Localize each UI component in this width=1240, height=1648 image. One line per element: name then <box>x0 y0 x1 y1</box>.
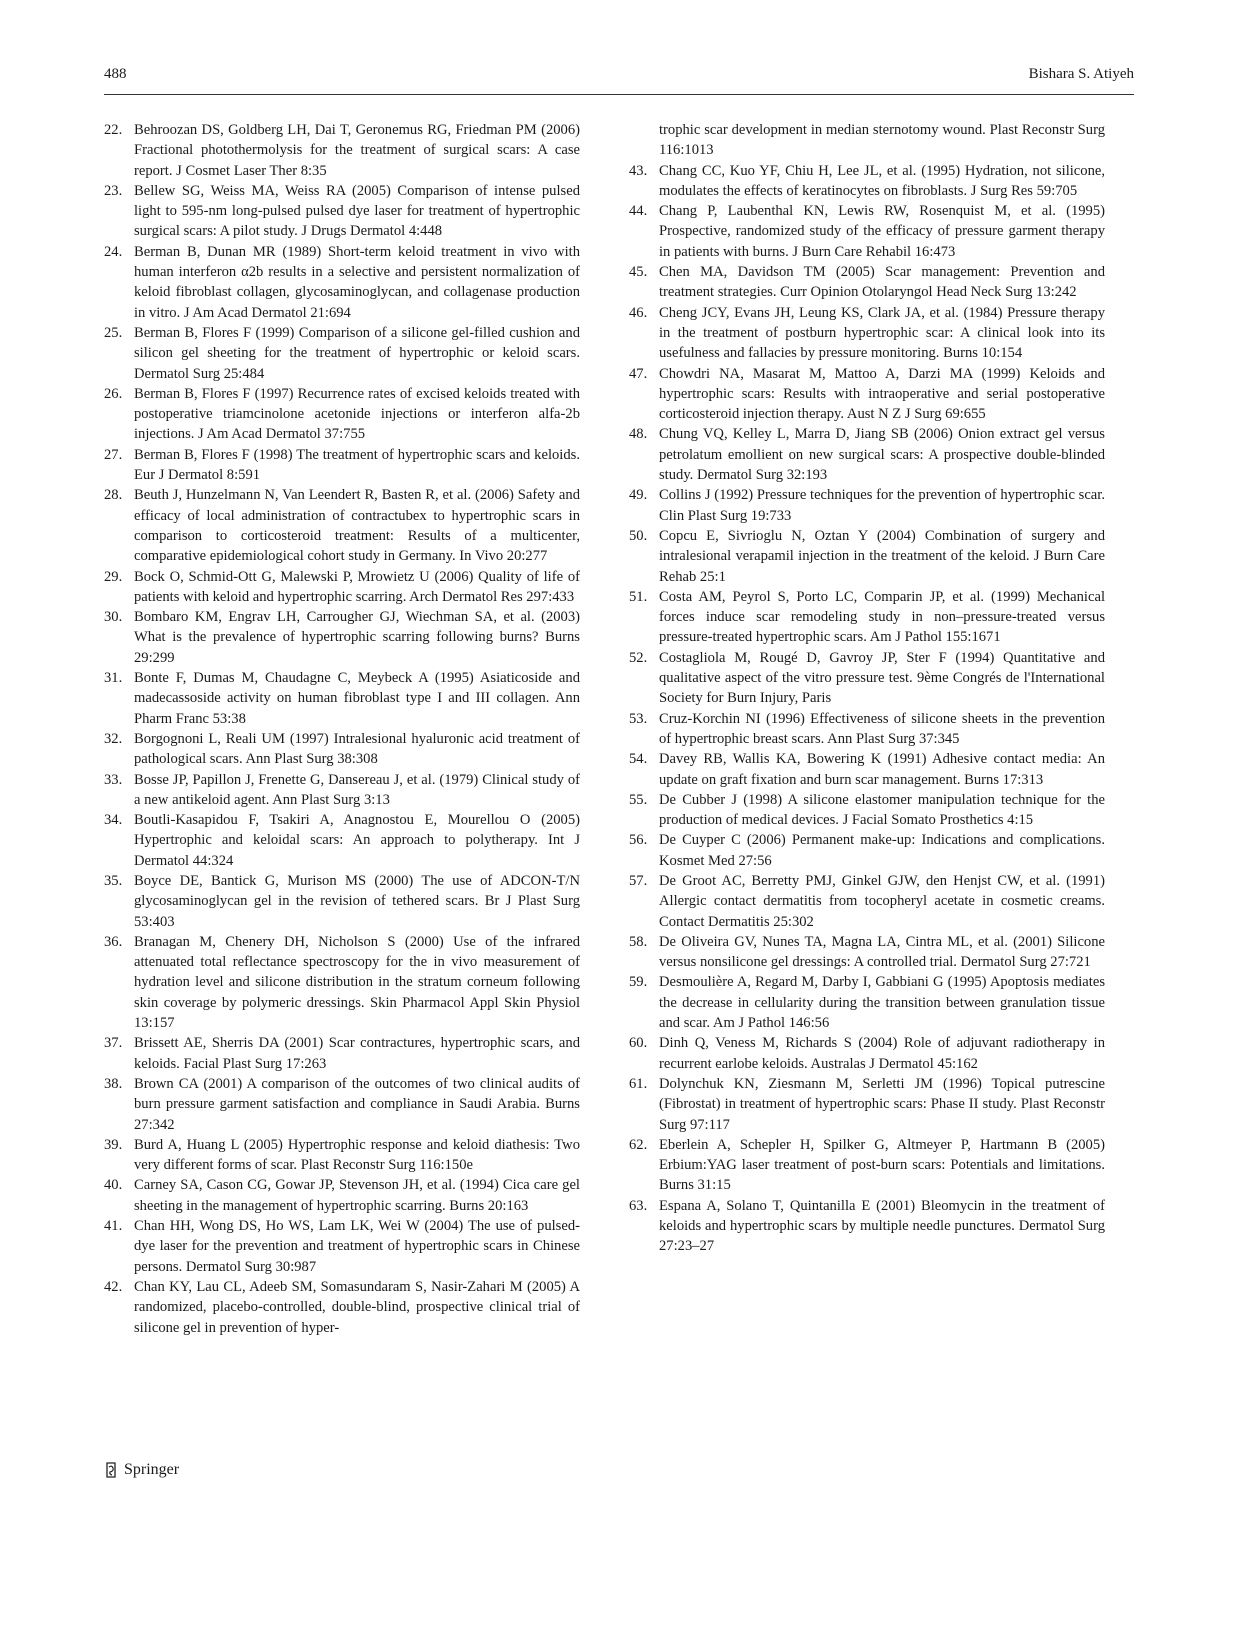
reference-text: Branagan M, Chenery DH, Nicholson S (2000) Use of the infrared attenuated total reflectance spectroscopy for the in vivo measurement of hydration level and silicone distribution in the stratum corneum following skin coverage by polymeric dressings. Skin Pharmacol Appl Skin Physiol 13:157 <box>134 933 580 1032</box>
reference-item <box>629 871 1105 932</box>
reference-number: 58. <box>629 933 648 950</box>
reference-text: Borgognoni L, Reali UM (1997) Intralesional hyaluronic acid treatment of pathological scars. Ann Plast Surg 38:308 <box>134 730 580 768</box>
reference-text: Berman B, Flores F (1998) The treatment of hypertrophic scars and keloids. Eur J Dermatol 8:591 <box>134 446 580 484</box>
reference-number: 55. <box>629 791 648 808</box>
reference-item <box>104 567 580 608</box>
reference-text: De Cubber J (1998) A silicone elastomer manipulation technique for the production of medical devices. J Facial Somato Prosthetics 4:15 <box>659 791 1105 829</box>
reference-number: 23. <box>104 182 123 199</box>
reference-item <box>629 790 1105 831</box>
reference-item <box>104 932 580 1033</box>
reference-item <box>629 709 1105 750</box>
reference-text: Costa AM, Peyrol S, Porto LC, Comparin JP, et al. (1999) Mechanical forces induce scar remodeling study in non–pressure-treated versus pressure-treated hypertrophic scars. Am J Pathol 155:1671 <box>659 588 1105 646</box>
reference-number: 48. <box>629 426 648 443</box>
reference-text: trophic scar development in median sternotomy wound. Plast Reconstr Surg 116:1013 <box>659 122 1105 159</box>
reference-item <box>104 770 580 811</box>
reference-item <box>629 1196 1105 1257</box>
reference-item <box>629 749 1105 790</box>
reference-number: 24. <box>104 243 123 260</box>
reference-item <box>104 607 580 668</box>
reference-item <box>104 485 580 566</box>
reference-text: Bosse JP, Papillon J, Frenette G, Dansereau J, et al. (1979) Clinical study of a new antikeloid agent. Ann Plast Surg 3:13 <box>134 771 580 808</box>
reference-text: Copcu E, Sivrioglu N, Oztan Y (2004) Combination of surgery and intralesional verapamil injection in the treatment of the keloid. J Burn Care Rehab 25:1 <box>659 527 1105 585</box>
reference-number: 33. <box>104 771 123 788</box>
reference-item <box>629 1033 1105 1074</box>
reference-number: 37. <box>104 1035 123 1052</box>
reference-text: Bombaro KM, Engrav LH, Carrougher GJ, Wiechman SA, et al. (2003) What is the prevalence of hypertrophic scarring following burns? Burns 29:299 <box>134 609 580 666</box>
reference-text: De Cuyper C (2006) Permanent make-up: Indications and complications. Kosmet Med 27:56 <box>659 832 1105 869</box>
reference-item <box>104 1277 580 1338</box>
reference-item <box>629 424 1105 485</box>
reference-item <box>104 871 580 932</box>
reference-number: 34. <box>104 812 123 829</box>
reference-item <box>104 181 580 242</box>
reference-text: Davey RB, Wallis KA, Bowering K (1991) Adhesive contact media: An update on graft fixation and burn scar management. Burns 17:313 <box>659 751 1105 788</box>
reference-text: De Oliveira GV, Nunes TA, Magna LA, Cintra ML, et al. (2001) Silicone versus nonsilicone gel dressings: A controlled trial. Dermatol Surg 27:721 <box>659 933 1105 971</box>
reference-text: Berman B, Flores F (1997) Recurrence rates of excised keloids treated with postoperative triamcinolone acetonide injections or interferon alfa-2b injections. J Am Acad Dermatol 37:755 <box>134 385 580 443</box>
reference-item <box>629 587 1105 648</box>
reference-number: 26. <box>104 385 123 402</box>
reference-text: Carney SA, Cason CG, Gowar JP, Stevenson JH, et al. (1994) Cica care gel sheeting in the management of hypertrophic scarring. Burns 20:163 <box>134 1177 580 1214</box>
reference-text: Chang CC, Kuo YF, Chiu H, Lee JL, et al. (1995) Hydration, not silicone, modulates the effects of keratinocytes on fibroblasts. J Surg Res 59:705 <box>659 162 1105 199</box>
reference-text: Dinh Q, Veness M, Richards S (2004) Role of adjuvant radiotherapy in recurrent earlobe keloids. Australas J Dermatol 45:162 <box>659 1035 1105 1072</box>
reference-item <box>104 242 580 323</box>
reference-text: Bock O, Schmid-Ott G, Malewski P, Mrowietz U (2006) Quality of life of patients with keloid and hypertrophic scarring. Arch Dermatol Res 297:433 <box>134 568 580 605</box>
reference-item <box>629 303 1105 364</box>
reference-item <box>104 384 580 445</box>
reference-item <box>629 648 1105 709</box>
reference-text: Boutli-Kasapidou F, Tsakiri A, Anagnostou E, Mourellou O (2005) Hypertrophic and keloidal scars: An approach to polytherapy. Int J Dermatol 44:324 <box>134 812 580 869</box>
reference-text: Berman B, Flores F (1999) Comparison of a silicone gel-filled cushion and silicon gel sheeting for the treatment of hypertrophic or keloid scars. Dermatol Surg 25:484 <box>134 324 580 382</box>
reference-number: 35. <box>104 872 123 889</box>
reference-text: Berman B, Dunan MR (1989) Short-term keloid treatment in vivo with human interferon α2b results in a selective and persistent normalization of keloid fibroblast collagen, glycosaminoglycan, and collagenase production in vitro. J Am Acad Dermatol 21:694 <box>134 243 580 321</box>
reference-number: 54. <box>629 751 648 768</box>
reference-number: 56. <box>629 832 648 849</box>
reference-item <box>104 729 580 770</box>
reference-text: Dolynchuk KN, Ziesmann M, Serletti JM (1996) Topical putrescine (Fibrostat) in treatment of hypertrophic scars: Phase II study. Plast Reconstr Surg 97:117 <box>659 1075 1105 1133</box>
reference-text: Beuth J, Hunzelmann N, Van Leendert R, Basten R, et al. (2006) Safety and efficacy of local administration of contractubex to hypertrophic scars in comparison to corticosteroid treatment: Results of a multicenter, comparative epidemiological cohort study in Germany. In Vivo 20:277 <box>134 487 580 565</box>
reference-text: Cruz-Korchin NI (1996) Effectiveness of silicone sheets in the prevention of hypertrophic breast scars. Ann Plast Surg 37:345 <box>659 710 1105 747</box>
reference-text: Behroozan DS, Goldberg LH, Dai T, Geronemus RG, Friedman PM (2006) Fractional photothermolysis for the treatment of surgical scars: A case report. J Cosmet Laser Ther 8:35 <box>134 122 580 179</box>
page-number: 488 <box>104 66 127 82</box>
reference-item <box>629 932 1105 973</box>
reference-item <box>104 323 580 384</box>
reference-number: 51. <box>629 588 648 605</box>
reference-text: Desmoulière A, Regard M, Darby I, Gabbiani G (1995) Apoptosis mediates the decrease in cellularity during the transition between granulation tissue and scar. Am J Pathol 146:56 <box>659 974 1105 1032</box>
reference-text: Bonte F, Dumas M, Chaudagne C, Meybeck A (1995) Asiaticoside and madecassoside activity on human fibroblast type I and III collagen. Ann Pharm Franc 53:38 <box>134 670 580 727</box>
reference-number: 39. <box>104 1136 123 1153</box>
reference-item <box>104 445 580 486</box>
reference-item <box>629 485 1105 526</box>
reference-number: 32. <box>104 730 123 747</box>
reference-number: 47. <box>629 365 648 382</box>
reference-text: Burd A, Huang L (2005) Hypertrophic response and keloid diathesis: Two very different forms of scar. Plast Reconstr Surg 116:150e <box>134 1136 580 1174</box>
reference-number: 29. <box>104 568 123 585</box>
reference-text: Eberlein A, Schepler H, Spilker G, Altmeyer P, Hartmann B (2005) Erbium:YAG laser treatment of post-burn scars: Potentials and limitations. Burns 31:15 <box>659 1136 1105 1194</box>
reference-number: 30. <box>104 609 123 626</box>
reference-number: 50. <box>629 527 648 544</box>
reference-text: Chung VQ, Kelley L, Marra D, Jiang SB (2006) Onion extract gel versus petrolatum emollient on new surgical scars: A prospective double-blinded study. Dermatol Surg 32:193 <box>659 426 1105 484</box>
reference-item <box>629 201 1105 262</box>
reference-text: De Groot AC, Berretty PMJ, Ginkel GJW, den Henjst CW, et al. (1991) Allergic contact dermatitis from tocopheryl acetate in cosmetic creams. Contact Dermatitis 25:302 <box>659 872 1105 930</box>
reference-item <box>104 1175 580 1216</box>
reference-text: Costagliola M, Rougé D, Gavroy JP, Ster F (1994) Quantitative and qualitative aspect of the vitro pressure test. 9ème Congrés de l'International Society for Burn Injury, Paris <box>659 649 1105 707</box>
reference-item <box>104 1074 580 1135</box>
reference-number: 42. <box>104 1278 123 1295</box>
reference-text: Chang P, Laubenthal KN, Lewis RW, Rosenquist M, et al. (1995) Prospective, randomized study of the efficacy of pressure garment therapy in patients with burns. J Burn Care Rehabil 16:473 <box>659 203 1105 260</box>
reference-item <box>629 830 1105 871</box>
reference-text: Chan KY, Lau CL, Adeeb SM, Somasundaram S, Nasir-Zahari M (2005) A randomized, placebo-controlled, double-blind, prospective clinical trial of silicone gel in prevention of hyper- <box>134 1278 580 1336</box>
reference-number: 49. <box>629 487 648 504</box>
reference-number: 52. <box>629 649 648 666</box>
reference-number: 57. <box>629 872 648 889</box>
reference-item <box>629 526 1105 587</box>
reference-continuation <box>629 120 1105 161</box>
page-footer <box>104 1461 179 1479</box>
reference-text: Chen MA, Davidson TM (2005) Scar management: Prevention and treatment strategies. Curr Opinion Otolaryngol Head Neck Surg 13:242 <box>659 264 1105 301</box>
reference-number: 44. <box>629 203 648 220</box>
reference-number: 62. <box>629 1136 648 1153</box>
reference-list-right <box>629 161 1105 1257</box>
reference-number: 45. <box>629 264 648 281</box>
reference-number: 59. <box>629 974 648 991</box>
reference-item <box>629 262 1105 303</box>
reference-item <box>104 120 580 181</box>
reference-number: 22. <box>104 122 123 138</box>
reference-text: Collins J (1992) Pressure techniques for the prevention of hypertrophic scar. Clin Plast Surg 19:733 <box>659 487 1105 524</box>
reference-number: 60. <box>629 1035 648 1052</box>
reference-item <box>629 972 1105 1033</box>
reference-number: 27. <box>104 446 123 463</box>
reference-number: 43. <box>629 162 648 179</box>
reference-number: 38. <box>104 1075 123 1092</box>
reference-number: 63. <box>629 1197 648 1214</box>
reference-item <box>629 1074 1105 1135</box>
reference-item <box>629 364 1105 425</box>
reference-text: Cheng JCY, Evans JH, Leung KS, Clark JA, et al. (1984) Pressure therapy in the treatment of postburn hypertrophic scar: A clinical look into its usefulness and fallacies by pressure monitoring. Burns 10:154 <box>659 304 1105 362</box>
springer-logo-icon <box>104 1461 120 1479</box>
reference-text: Chowdri NA, Masarat M, Mattoo A, Darzi MA (1999) Keloids and hypertrophic scars: Results with intraoperative and serial postoperative corticosteroid injection therapy. Aust N Z J Surg 69:655 <box>659 365 1105 423</box>
reference-item <box>104 810 580 871</box>
reference-item <box>104 1216 580 1277</box>
reference-item <box>629 161 1105 202</box>
reference-number: 31. <box>104 670 123 687</box>
reference-number: 28. <box>104 487 123 504</box>
reference-number: 41. <box>104 1218 123 1235</box>
reference-column-right <box>629 120 1105 1257</box>
reference-text: Boyce DE, Bantick G, Murison MS (2000) The use of ADCON-T/N glycosaminoglycan gel in the revision of tethered scars. Br J Plast Surg 53:403 <box>134 872 580 930</box>
reference-item <box>104 1135 580 1176</box>
reference-text: Brissett AE, Sherris DA (2001) Scar contractures, hypertrophic scars, and keloids. Facial Plast Surg 17:263 <box>134 1035 580 1072</box>
reference-text: Brown CA (2001) A comparison of the outcomes of two clinical audits of burn pressure garment satisfaction and compliance in Saudi Arabia. Burns 27:342 <box>134 1075 580 1133</box>
reference-text: Bellew SG, Weiss MA, Weiss RA (2005) Comparison of intense pulsed light to 595-nm long-pulsed pulsed dye laser for treatment of hypertrophic surgical scars: A pilot study. J Drugs Dermatol 4:448 <box>134 182 580 240</box>
running-head-author: Bishara S. Atiyeh <box>1028 66 1134 82</box>
reference-number: 40. <box>104 1177 123 1194</box>
reference-item <box>104 668 580 729</box>
reference-item <box>104 1033 580 1074</box>
reference-item <box>629 1135 1105 1196</box>
reference-text: Espana A, Solano T, Quintanilla E (2001) Bleomycin in the treatment of keloids and hypertrophic scars by multiple needle punctures. Dermatol Surg 27:23–27 <box>659 1197 1105 1255</box>
page-header <box>104 66 1134 95</box>
reference-number: 36. <box>104 933 123 950</box>
reference-text: Chan HH, Wong DS, Ho WS, Lam LK, Wei W (2004) The use of pulsed-dye laser for the prevention and treatment of hypertrophic scars in Chinese persons. Dermatol Surg 30:987 <box>134 1218 580 1275</box>
reference-number: 61. <box>629 1075 648 1092</box>
reference-number: 25. <box>104 324 123 341</box>
publisher-name: Springer <box>124 1461 180 1478</box>
reference-number: 53. <box>629 710 648 727</box>
reference-column-left <box>104 120 580 1338</box>
reference-number: 46. <box>629 304 648 321</box>
